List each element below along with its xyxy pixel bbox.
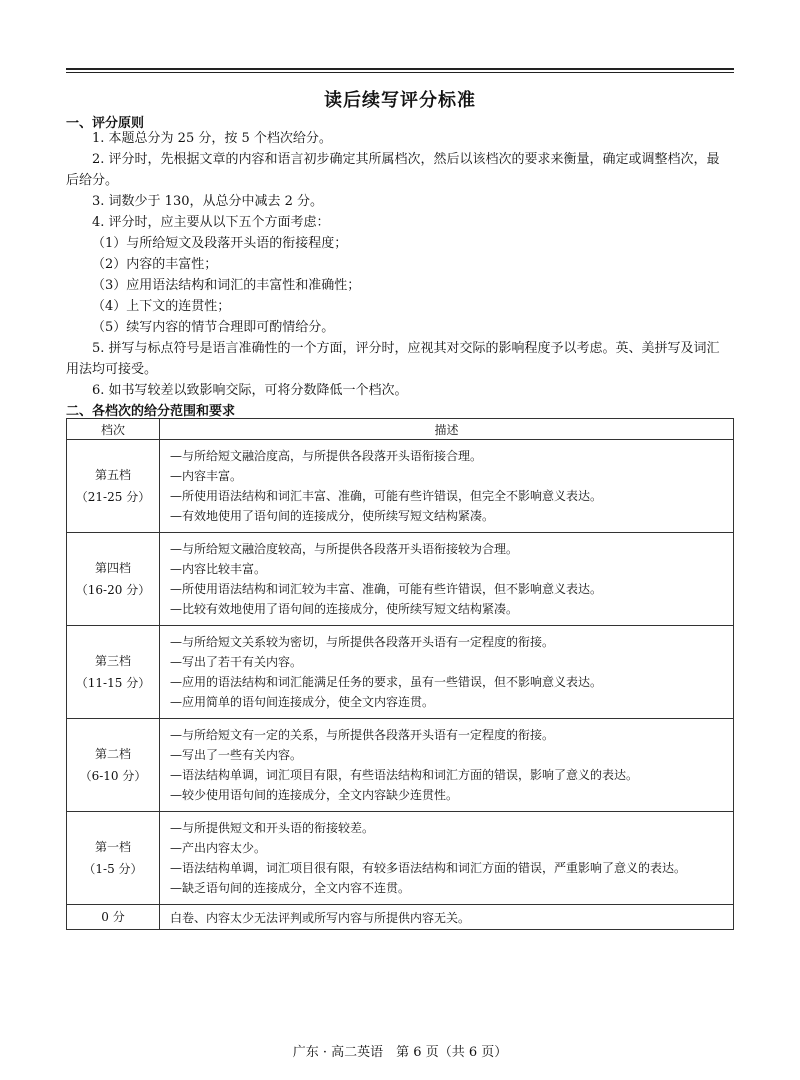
band-range: （21-25 分） [75,490,151,504]
principle-line: 2. 评分时，先根据文章的内容和语言初步确定其所属档次，然后以该档次的要求来衡量，确定或调整档次，最 [92,152,720,167]
principle-line: 4. 评分时，应主要从以下五个方面考虑： [92,215,330,230]
zero-description-cell: 白卷、内容太少无法评判或所写内容与所提供内容无关。 [160,905,734,930]
description-line: —比较有效地使用了语句间的连接成分，使所续写短文结构紧凑。 [170,602,519,616]
description-line: —与所给短文关系较为密切，与所提供各段落开头语有一定程度的衔接。 [170,635,555,649]
band-name: 第二档 [94,747,131,761]
band-cell [67,719,160,812]
top-rule [66,68,734,73]
table-row [67,905,734,930]
description-line: —与所给短文有一定的关系，与所提供各段落开头语有一定程度的衔接。 [170,728,555,742]
description-line: —与所给短文融洽度较高，与所提供各段落开头语衔接较为合理。 [170,542,519,556]
description-line: —产出内容太少。 [170,841,267,855]
table-row [67,626,734,719]
description-line: —所使用语法结构和词汇丰富、准确，可能有些许错误，但完全不影响意义表达。 [170,489,603,503]
table-row [67,440,734,533]
table-header-row [67,419,734,440]
description-line: —写出了一些有关内容。 [170,748,303,762]
description-line: —应用简单的语句间连接成分，使全文内容连贯。 [170,695,435,709]
band-cell [67,533,160,626]
description-line: —语法结构单调，词汇项目有限，有些语法结构和词汇方面的错误，影响了意义的表达。 [170,768,639,782]
table-row [67,812,734,905]
band-name: 第四档 [94,561,131,575]
principle-line: 3. 词数少于 130，从总分中减去 2 分。 [92,194,324,209]
column-header-band: 档次 [67,419,160,440]
band-name: 第五档 [94,468,131,482]
section-1-heading: 一、评分原则 [66,116,145,131]
principle-line: （1）与所给短文及段落开头语的衔接程度； [92,236,348,251]
description-cell [160,812,734,905]
description-line: —较少使用语句间的连接成分，全文内容缺少连贯性。 [170,788,459,802]
description-cell [160,440,734,533]
principle-line: 1. 本题总分为 25 分，按 5 个档次给分。 [92,131,332,146]
principle-line: 5. 拼写与标点符号是语言准确性的一个方面，评分时，应视其对交际的影响程度予以考虑。英、美拼写及词汇 [92,341,720,356]
description-cell [160,626,734,719]
description-line: —应用的语法结构和词汇能满足任务的要求，虽有一些错误，但不影响意义表达。 [170,675,603,689]
description-line: —写出了若干有关内容。 [170,655,303,669]
description-line: —缺乏语句间的连接成分，全文内容不连贯。 [170,881,411,895]
band-range: （11-15 分） [75,676,151,690]
band-name: 第一档 [94,840,131,854]
description-line: —内容比较丰富。 [170,562,267,576]
band-cell [67,440,160,533]
band-range: （16-20 分） [75,583,151,597]
zero-band-cell: 0 分 [67,905,160,930]
principle-line: （2）内容的丰富性； [92,257,218,272]
principle-line: 用法均可接受。 [66,362,158,377]
table-row [67,533,734,626]
description-line: —语法结构单调，词汇项目很有限，有较多语法结构和词汇方面的错误，严重影响了意义的表达。 [170,861,687,875]
column-header-description: 描述 [160,419,734,440]
description-cell [160,719,734,812]
principle-line: （3）应用语法结构和词汇的丰富性和准确性； [92,278,361,293]
principle-line: 6. 如书写较差以致影响交际，可将分数降低一个档次。 [92,383,408,398]
band-cell [67,626,160,719]
description-line: —与所提供短文和开头语的衔接较差。 [170,821,375,835]
page-footer: 广东 · 高二英语 第 6 页（共 6 页） [292,1045,508,1060]
table-row [67,719,734,812]
scoring-table [66,418,734,930]
description-line: —有效地使用了语句间的连接成分，使所续写短文结构紧凑。 [170,509,495,523]
principle-line: （5）续写内容的情节合理即可酌情给分。 [92,320,335,335]
principle-line: （4）上下文的连贯性； [92,299,231,314]
description-cell [160,533,734,626]
description-line: —与所给短文融洽度高，与所提供各段落开头语衔接合理。 [170,449,483,463]
band-range: （6-10 分） [79,769,147,783]
description-line: —所使用语法结构和词汇较为丰富、准确，可能有些许错误，但不影响意义表达。 [170,582,603,596]
band-cell [67,812,160,905]
page-title: 读后续写评分标准 [324,90,476,111]
band-range: （1-5 分） [83,862,143,876]
description-line: —内容丰富。 [170,469,243,483]
section-2-heading: 二、各档次的给分范围和要求 [66,404,236,419]
band-name: 第三档 [94,654,131,668]
principle-line: 后给分。 [66,173,119,188]
